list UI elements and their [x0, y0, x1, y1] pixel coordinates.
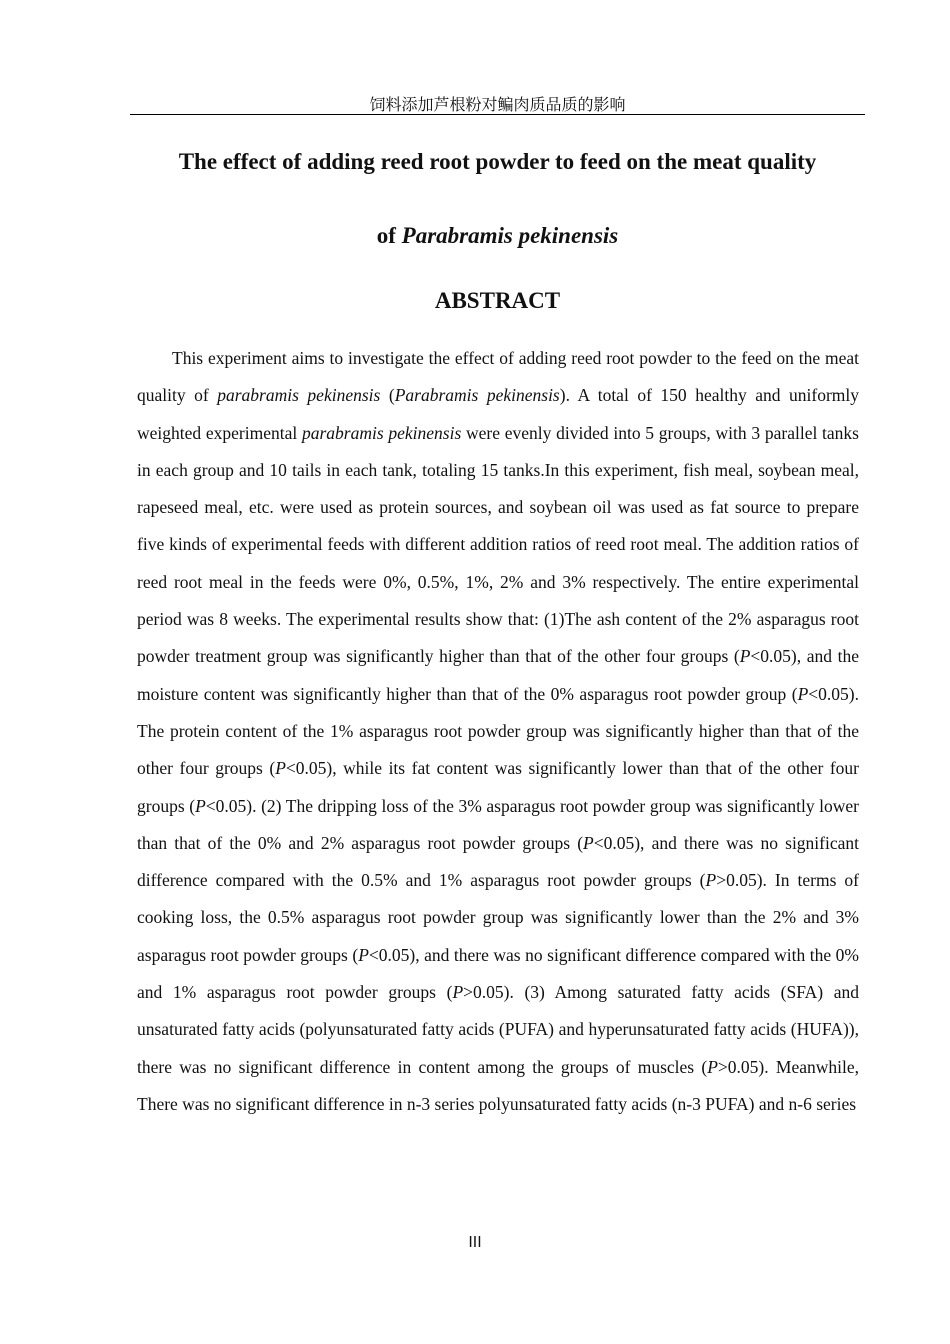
abstract-text: <0.05). (2) The dripping loss of the 3% asparagus root powder group was significantly lower than that of the 0% and 2% asparagus root powder groups (	[137, 795, 860, 853]
paper-title-line-2	[110, 223, 885, 249]
abstract-text: <0.05). The protein content of the 1% asparagus root powder group was significantly higher than that of the other four groups (	[137, 683, 859, 779]
abstract-text: (	[380, 385, 395, 406]
abstract-heading: ABSTRACT	[434, 288, 561, 313]
abstract-italic-text: parabramis pekinensis	[217, 385, 381, 406]
abstract-text: This experiment aims to investigate the effect of adding reed root powder to the feed on the meat quality of	[137, 348, 859, 406]
abstract-italic-text: P	[452, 982, 464, 1003]
abstract-text: were evenly divided into 5 groups, with 3 parallel tanks in each group and 10 tails in each tank, totaling 15 tanks.In this experiment, fish meal, soybean meal, rapeseed meal, etc. were used as protein sources, and soybean oil was used as fat source to prepare five kinds of experimental feeds with different addition ratios of reed root meal. The addition ratios of reed root meal in the feeds were 0%, 0.5%, 1%, 2% and 3% respectively. The entire experimental period was 8 weeks. The experimental results show that: (1)The ash content of the 2% asparagus root powder treatment group was significantly higher than that of the other four groups (	[137, 422, 859, 667]
running-header: 饲料添加芦根粉对鳊肉质品质的影响	[369, 95, 626, 114]
page-number: III	[468, 1233, 482, 1251]
abstract-text: >0.05). (3) Among saturated fatty acids (SFA) and unsaturated fatty acids (polyunsaturated fatty acids (PUFA) and hyperunsaturated fatty acids (HUFA)), there was no significant difference in content among the groups of muscles (	[137, 982, 860, 1077]
abstract-text: <0.05), and there was no significant difference compared with the 0.5% and 1% asparagus root powder groups (	[137, 832, 860, 891]
header-rule	[130, 114, 865, 115]
abstract-italic-text: P	[275, 758, 286, 779]
abstract-italic-text: P	[583, 832, 594, 853]
paper-title-line-1: The effect of adding reed root powder to feed on the meat quality	[178, 149, 817, 174]
abstract-italic-text: Parabramis pekinensis	[394, 385, 560, 406]
abstract-text: ). A total of 150 healthy and uniformly weighted experimental	[137, 385, 860, 443]
abstract-text: >0.05). Meanwhile, There was no significant difference in n-3 series polyunsaturated fatty acids (n-3 PUFA) and n-6 series	[137, 1056, 859, 1114]
abstract-text: <0.05), and there was no significant difference compared with the 0% and 1% asparagus root powder groups (	[137, 944, 859, 1003]
abstract-text: <0.05), while its fat content was significantly lower than that of the other four groups (	[137, 758, 859, 816]
abstract-italic-text: parabramis pekinensis	[301, 422, 462, 443]
abstract-italic-text: P	[358, 944, 369, 965]
title-species-name: Parabramis pekinensis	[401, 223, 619, 248]
abstract-text: <0.05), and the moisture content was significantly higher than that of the 0% asparagus root powder group (	[137, 646, 859, 704]
abstract-italic-text: P	[739, 646, 751, 667]
abstract-body	[137, 340, 859, 1123]
abstract-italic-text: P	[705, 870, 717, 891]
abstract-italic-text: P	[195, 795, 206, 816]
title-prefix: of	[376, 223, 402, 248]
abstract-italic-text: P	[797, 683, 809, 704]
abstract-italic-text: P	[707, 1056, 718, 1077]
abstract-text: >0.05). In terms of cooking loss, the 0.5% asparagus root powder group was significantly lower than the 2% and 3% asparagus root powder groups (	[137, 870, 859, 965]
